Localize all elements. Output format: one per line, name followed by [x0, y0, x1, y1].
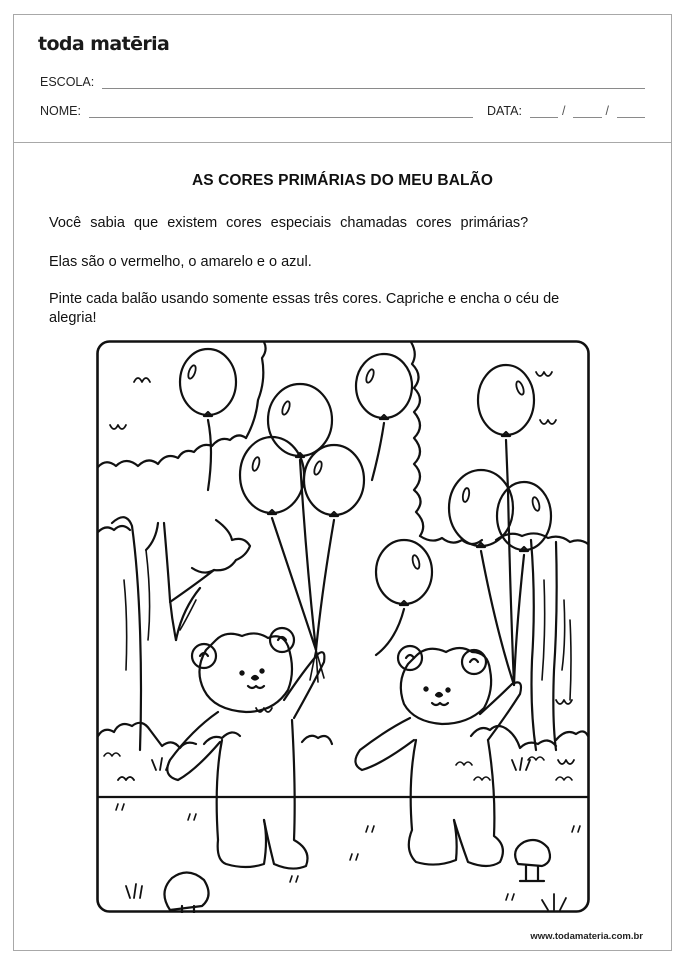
school-input-line[interactable] — [102, 78, 645, 89]
name-input-line[interactable] — [89, 107, 473, 118]
colors-paragraph: Elas são o vermelho, o amarelo e o azul. — [49, 254, 312, 270]
ground-ticks — [116, 804, 580, 900]
footer-url[interactable]: www.todamateria.com.br — [530, 931, 643, 942]
illustration-frame — [98, 342, 589, 912]
worksheet-header — [14, 15, 671, 143]
date-month-line[interactable] — [573, 107, 601, 118]
date-day-line[interactable] — [530, 107, 558, 118]
brand-logo: toda matēria — [38, 33, 170, 55]
coloring-illustration — [96, 340, 590, 913]
right-bear — [355, 646, 521, 866]
school-label: ESCOLA: — [40, 75, 95, 89]
left-bear — [167, 628, 324, 869]
date-separator-2: / — [605, 104, 609, 118]
left-tree — [98, 342, 266, 750]
instruction-paragraph: Pinte cada balão usando somente essas três cores. Capriche e encha o céu de alegria! — [49, 291, 560, 326]
name-label: NOME: — [40, 104, 81, 118]
date-label: DATA: — [486, 104, 522, 118]
mushrooms — [164, 840, 550, 913]
right-tree — [411, 342, 588, 750]
date-separator-1: / — [561, 104, 566, 118]
intro-paragraph: Você sabia que existem cores especiais chamadas cores primárias? — [49, 215, 529, 231]
name-date-row — [40, 104, 645, 118]
grass — [126, 758, 566, 910]
date-year-line[interactable] — [617, 107, 645, 118]
bushes — [98, 723, 588, 780]
school-field — [40, 75, 645, 89]
worksheet-title: AS CORES PRIMÁRIAS DO MEU BALÃO — [191, 172, 494, 189]
